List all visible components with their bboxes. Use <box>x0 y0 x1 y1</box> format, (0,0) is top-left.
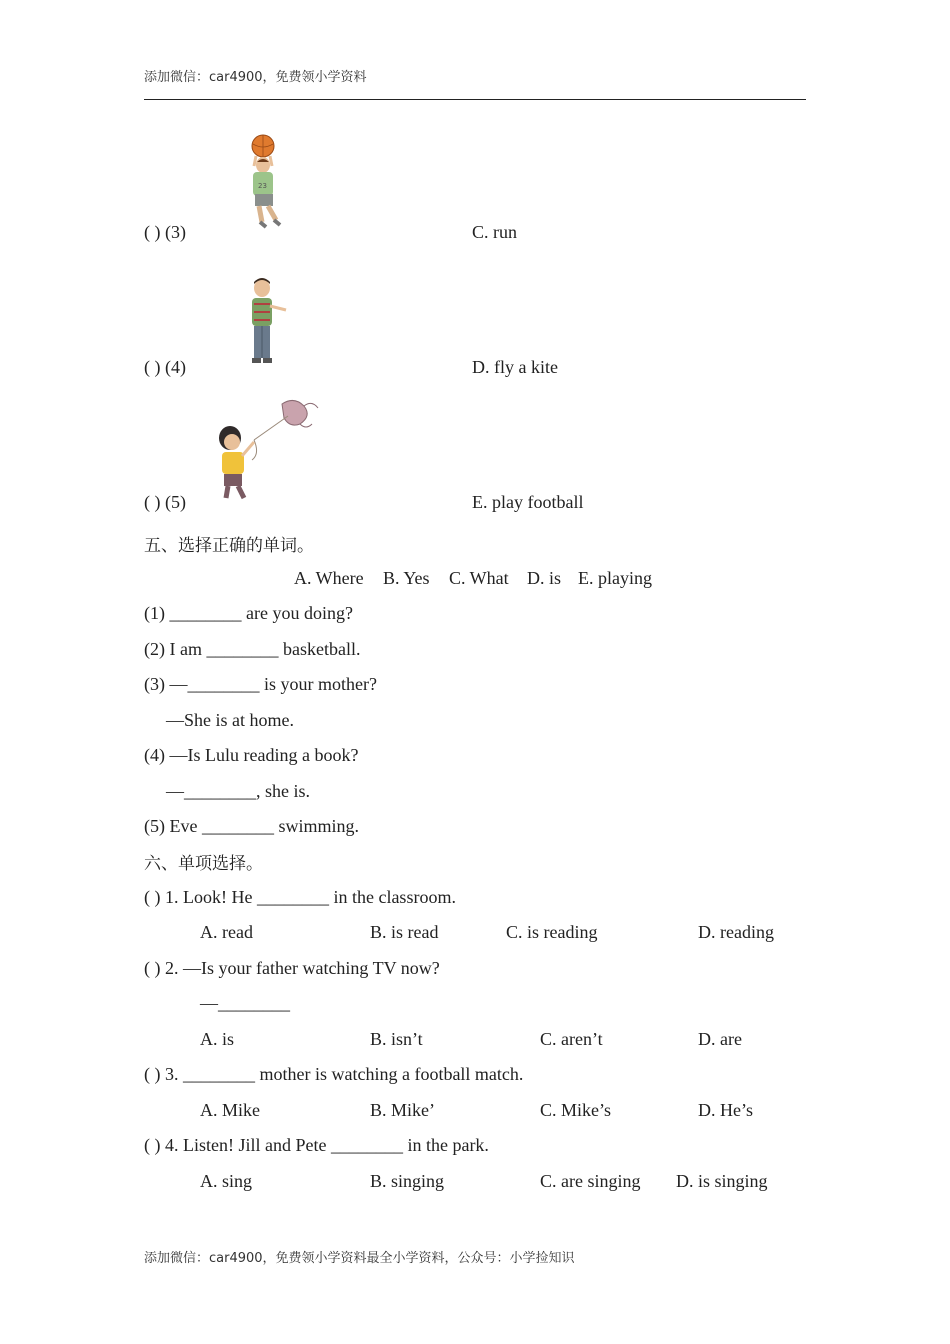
match-option-e: E. play football <box>472 492 584 512</box>
match-label-4: ( ) (4) <box>144 357 186 377</box>
blank-question-4-reply: —________, she is. <box>166 781 310 801</box>
mc-q3-option-d: D. He’s <box>698 1100 753 1120</box>
svg-text:23: 23 <box>258 182 267 190</box>
mc-q3-option-b: B. Mike’ <box>370 1100 435 1120</box>
mc-question-2: ( ) 2. —Is your father watching TV now? <box>144 958 440 978</box>
mc-q1-option-c: C. is reading <box>506 922 598 942</box>
mc-question-1: ( ) 1. Look! He ________ in the classroom. <box>144 887 456 907</box>
mc-q4-option-b: B. singing <box>370 1171 445 1191</box>
girl-flying-kite-image <box>212 394 324 504</box>
header-rule <box>144 99 806 100</box>
boy-standing-pointing-image <box>242 274 292 368</box>
page-header: 添加微信：car4900，免费领小学资料 <box>144 70 367 85</box>
mc-q2-answer-line: —________ <box>200 993 290 1013</box>
mc-question-4: ( ) 4. Listen! Jill and Pete ________ in the park. <box>144 1135 489 1155</box>
mc-q4-option-d: D. is singing <box>676 1171 768 1191</box>
match-label-5: ( ) (5) <box>144 492 186 512</box>
page-footer: 添加微信：car4900，免费领小学资料最全小学资料，公众号：小学捡知识 <box>144 1251 575 1266</box>
mc-q4-option-a: A. sing <box>200 1171 253 1191</box>
match-option-c: C. run <box>472 222 517 242</box>
blank-question-1: (1) ________ are you doing? <box>144 603 353 623</box>
word-bank-b: B. Yes <box>383 568 430 588</box>
boy-shooting-basketball-image <box>240 132 294 232</box>
word-bank-d: D. is <box>527 568 562 588</box>
mc-q3-option-c: C. Mike’s <box>540 1100 612 1120</box>
mc-q1-option-a: A. read <box>200 922 253 942</box>
mc-q3-option-a: A. Mike <box>200 1100 260 1120</box>
word-bank-e: E. playing <box>578 568 652 588</box>
blank-question-4: (4) —Is Lulu reading a book? <box>144 745 359 765</box>
mc-q1-option-d: D. reading <box>698 922 774 942</box>
section-6-title: 六、单项选择。 <box>144 854 263 874</box>
mc-q1-option-b: B. is read <box>370 922 439 942</box>
mc-question-3: ( ) 3. ________ mother is watching a football match. <box>144 1064 524 1084</box>
match-option-d: D. fly a kite <box>472 357 558 377</box>
mc-q2-option-a: A. is <box>200 1029 235 1049</box>
match-label-3: ( ) (3) <box>144 222 186 242</box>
blank-question-5: (5) Eve ________ swimming. <box>144 816 359 836</box>
word-bank-c: C. What <box>449 568 509 588</box>
blank-question-3-reply: —She is at home. <box>166 710 294 730</box>
section-5-title: 五、选择正确的单词。 <box>144 536 314 556</box>
mc-q2-option-c: C. aren’t <box>540 1029 603 1049</box>
mc-q2-option-d: D. are <box>698 1029 742 1049</box>
word-bank-a: A. Where <box>294 568 364 588</box>
mc-q2-option-b: B. isn’t <box>370 1029 423 1049</box>
mc-q4-option-c: C. are singing <box>540 1171 641 1191</box>
blank-question-3: (3) —________ is your mother? <box>144 674 377 694</box>
blank-question-2: (2) I am ________ basketball. <box>144 639 361 659</box>
